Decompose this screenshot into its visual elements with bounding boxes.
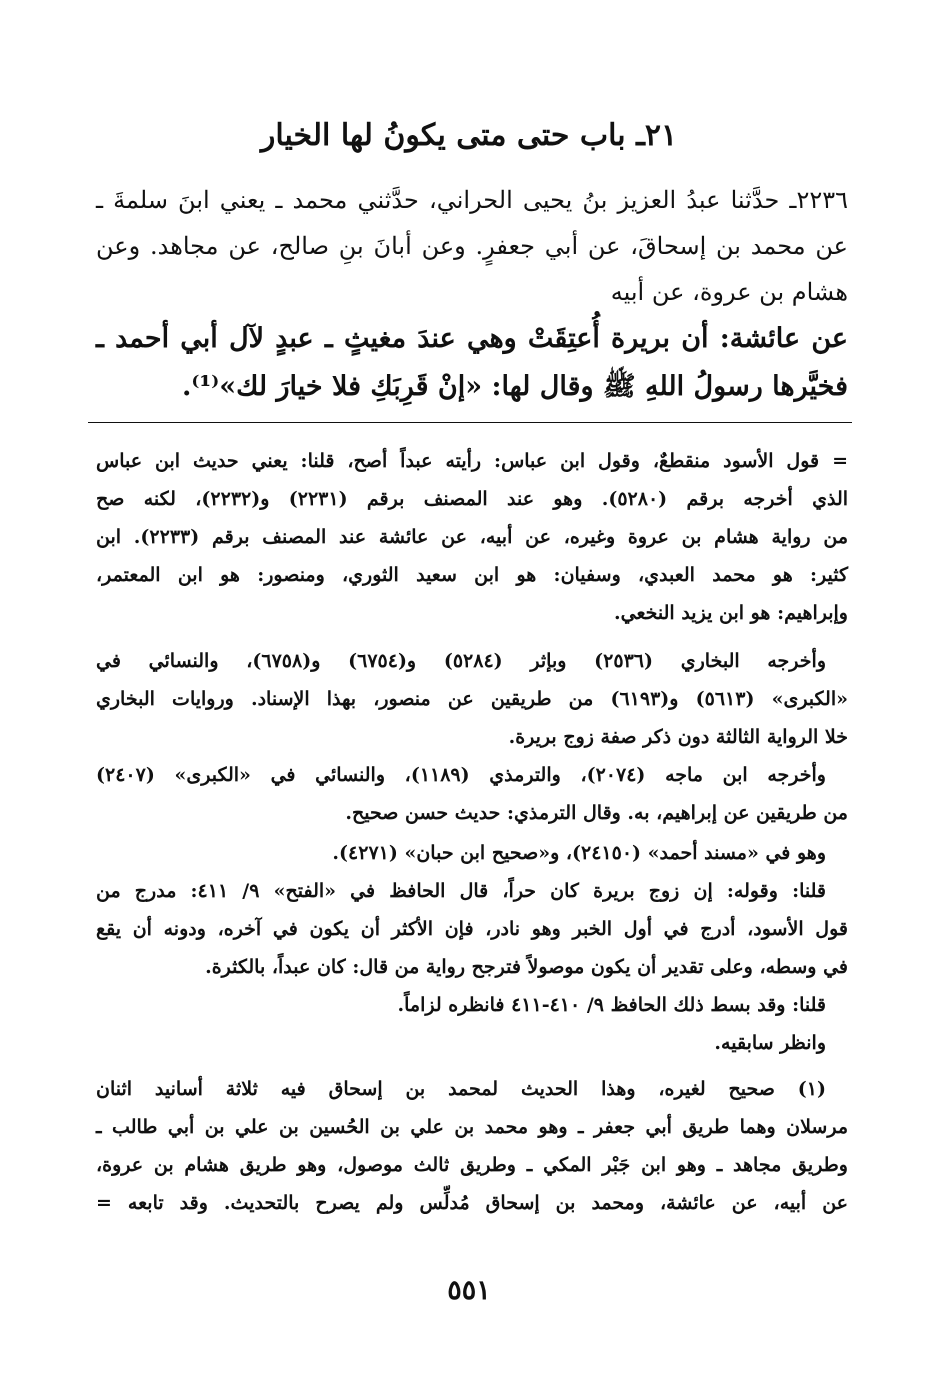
footnote-line: وانظر سابقيه. (714, 1032, 826, 1054)
isnad-line: هشام بن عروة، عن أبيه (610, 278, 848, 306)
page-number: ٥٥١ (447, 1275, 491, 1306)
footnote-line: وطريق مجاهد ـ وهو ابن جَبْر المكي ـ وطريق ثالث موصول، وهو طريق هشام بن عروة، (96, 1154, 848, 1176)
footnote-separator (88, 422, 852, 423)
footnote-line: مرسلان وهما طريق أبي جعفر ـ وهو محمد بن علي بن الحُسين بن علي بن أبي طالب ـ (96, 1116, 848, 1138)
footnote-line: من رواية هشام بن عروة وغيره، عن أبيه، عن عائشة عند المصنف برقم (٢٢٣٣). ابن (96, 526, 849, 548)
footnote-line: الذي أخرجه برقم (٥٢٨٠). وهو عند المصنف برقم (٢٢٣١) و(٢٢٣٢)، لكنه صح (96, 488, 849, 510)
footnote-line: وإبراهيم: هو ابن يزيد النخعي. (614, 602, 848, 624)
footnote-line: من طريقين عن إبراهيم، به. وقال الترمذي: حديث حسن صحيح. (345, 802, 848, 824)
matn-line: فخيَّرها رسولُ اللهِ ﷺ وقال لها: «إنْ قَرِبَكِ فلا خيارَ لك»⁽¹⁾. (181, 371, 848, 402)
footnote-line: قلنا: وقد بسط ذلك الحافظ ٩/ ٤١٠-٤١١ فانظره لزاماً. (397, 994, 826, 1016)
footnote-line: في وسطه، وعلى تقدير أن يكون موصولاً فترجح رواية من قال: كان عبداً، بالكثرة. (205, 956, 848, 978)
footnote-line: كثير: هو محمد العبدي، وسفيان: هو ابن سعيد الثوري، ومنصور: هو ابن المعتمر، (96, 564, 848, 586)
chapter-title: ٢١ـ باب حتى متى يكونُ لها الخيار (260, 118, 678, 153)
footnote-line: = قول الأسود منقطعٌ، وقول ابن عباس: رأيته عبداً أصح، قلنا: يعني حديث ابن عباس (96, 450, 848, 472)
footnote-line: قلنا: وقوله: إن زوج بريرة كان حراً، قال الحافظ في «الفتح» ٩/ ٤١١: مدرج من (96, 880, 826, 902)
footnote-line: وهو في «مسند أحمد» (٢٤١٥٠)، و«صحيح ابن حبان» (٤٢٧١). (332, 842, 826, 864)
footnote-line: عن أبيه، عن عائشة، ومحمد بن إسحاق مُدلِّس ولم يصرح بالتحديث. وقد تابعه = (96, 1192, 848, 1214)
footnote-line: وأخرجه البخاري (٢٥٣٦) وبإثر (٥٢٨٤) و(٦٧٥٤) و(٦٧٥٨)، والنسائي في (96, 650, 826, 672)
footnote-line: «الكبرى» (٥٦١٣) و(٦١٩٣) من طريقين عن منصور، بهذا الإسناد. وروايات البخاري (96, 688, 848, 710)
isnad-line: ٢٢٣٦ـ حدَّثنا عبدُ العزيز بنُ يحيى الحراني، حدَّثني محمد ـ يعني ابنَ سلمةَ ـ (96, 186, 848, 214)
matn-line: عن عائشة: أن بريرة أُعتِقَتْ وهي عندَ مغيثٍ ـ عبدٍ لآل أبي أحمد ـ (96, 323, 848, 354)
footnote-line: خلا الرواية الثالثة دون ذكر صفة زوج بريرة. (508, 726, 848, 748)
footnote-line: قول الأسود، أدرج في أول الخبر وهو نادر، فإن الأكثر أن يكون في آخره، ودونه أن يقع (96, 918, 848, 940)
isnad-line: عن محمد بن إسحاقَ، عن أبي جعفرٍ. وعن أبانَ بنِ صالح، عن مجاهد. وعن (96, 232, 848, 260)
footnote-line: وأخرجه ابن ماجه (٢٠٧٤)، والترمذي (١١٨٩)، والنسائي في «الكبرى» (٢٤٠٧) (96, 764, 826, 786)
footnote-line: (١) صحيح لغيره، وهذا الحديث لمحمد بن إسحاق فيه ثلاثة أسانيد اثنان (96, 1078, 826, 1100)
